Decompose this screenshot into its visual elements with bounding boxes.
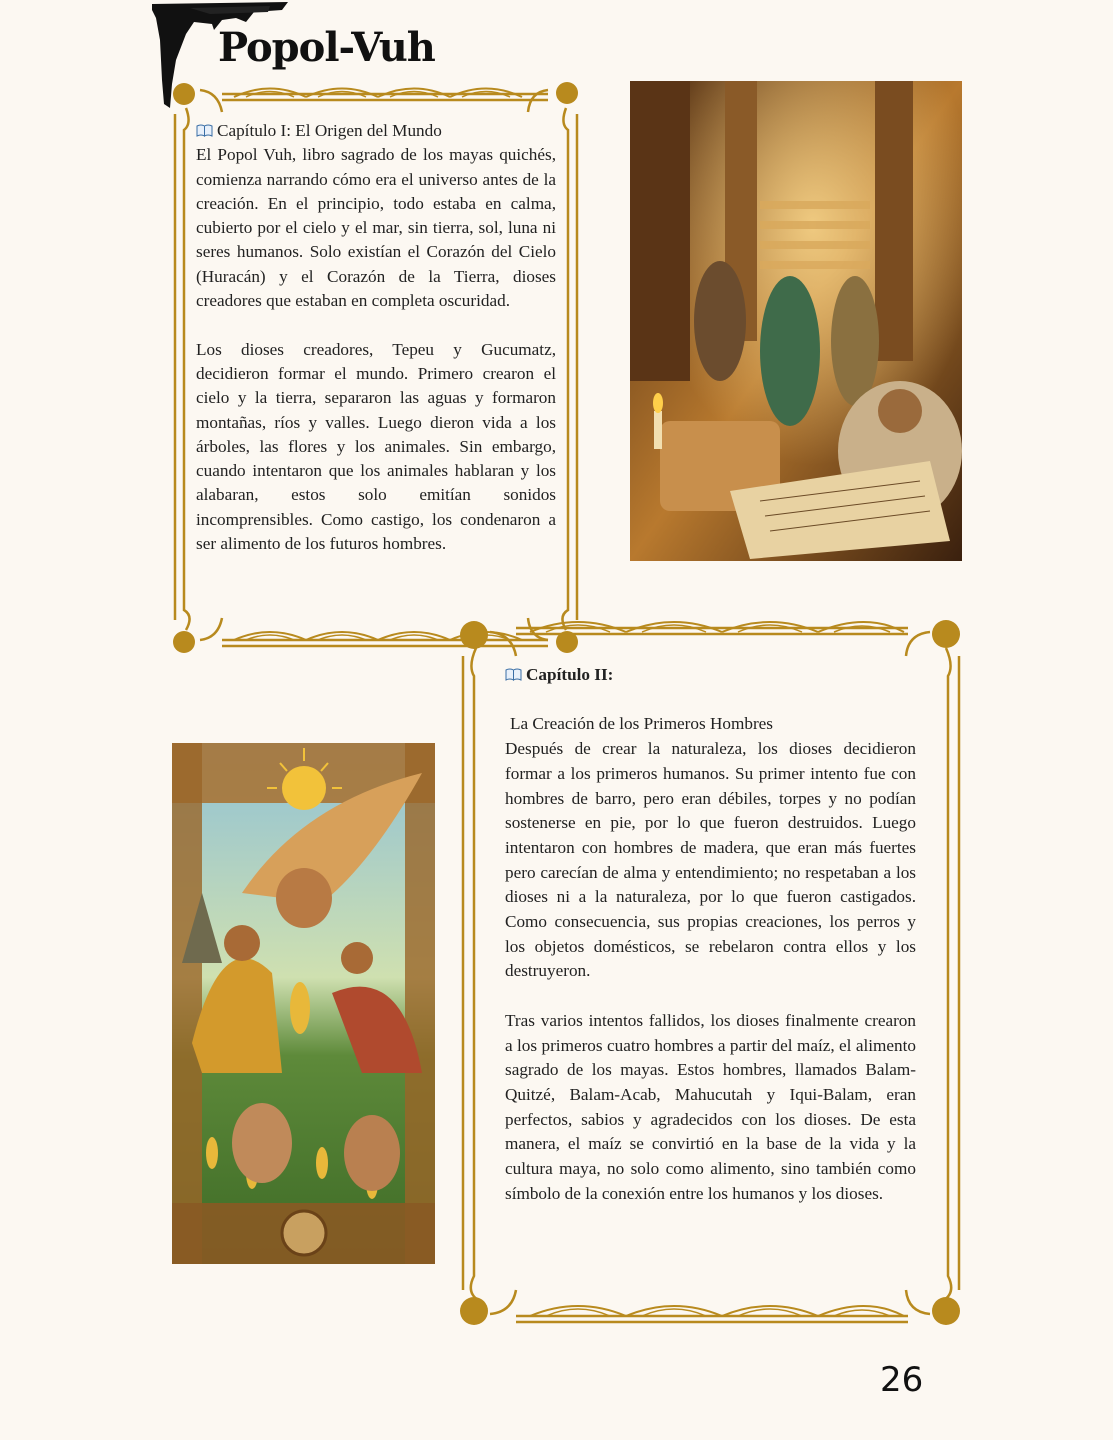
page-number: 26 [880, 1360, 924, 1400]
maize-creation-illustration [172, 743, 435, 1264]
open-book-icon [196, 124, 213, 137]
chapter1-heading-text: Capítulo I: El Origen del Mundo [217, 121, 442, 140]
open-book-icon [505, 668, 522, 681]
chapter1-text [196, 119, 556, 556]
chapter1-paragraph-1: El Popol Vuh, libro sagrado de los mayas quichés, comienza narrando cómo era el universo antes de la creación. En el principio, todo estaba en calma, cubierto por el cielo y el mar, sin tierra, sol, luna ni seres humanos. Solo existían el Corazón del Cielo (Huracán) y el Corazón de la Tierra, dioses creadores que estaban en completa oscuridad. [196, 145, 556, 311]
maya-scribes-illustration [630, 81, 962, 561]
chapter2-subheading: La Creación de los Primeros Hombres [510, 714, 773, 734]
chapter1-heading [196, 119, 556, 143]
chapter1-paragraph-2: Los dioses creadores, Tepeu y Gucumatz, decidieron formar el mundo. Primero crearon el cielo y la tierra, separaron las aguas y formaron montañas, ríos y valles. Luego dieron vida a los árboles, las flores y los animales. Sin embargo, cuando intentaron que los animales hablaran y los alabaran, estos solo emitían sonidos incomprensibles. Como castigo, los condenaron a ser alimento de los futuros hombres. [196, 339, 556, 554]
chapter2-heading-text: Capítulo II: [526, 665, 614, 684]
chapter2-paragraph-2: Tras varios intentos fallidos, los dioses finalmente crearon a los primeros cuatro hombres a partir del maíz, el alimento sagrado de los mayas. Estos hombres, llamados Balam-Quitzé, Balam-Acab, Mahucutah y Iqui-Balam, eran perfectos, sabios y agradecidos con los dioses. De esta manera, el maíz se convirtió en la base de la vida y la cultura maya, no solo como alimento, sino también como símbolo de la conexión entre los humanos y los dioses. [505, 1010, 916, 1203]
page-title: Popol-Vuh [218, 24, 435, 71]
chapter2-paragraph-1: Después de crear la naturaleza, los dioses decidieron formar a los primeros humanos. Su primer intento fue con hombres de barro, pero eran débiles, torpes y no podían sostenerse en pie, por lo que fueron destruidos. Luego intentaron con hombres de madera, que eran más fuertes pero carecían de alma y entendimiento; no respetaban a los dioses ni a la naturaleza, por lo que fueron castigados. Como consecuencia, sus propias creaciones, los perros y los objetos domésticos, se rebelaron contra ellos y los destruyeron. [505, 739, 916, 981]
chapter2-text [505, 663, 916, 1206]
chapter2-heading [505, 663, 916, 688]
